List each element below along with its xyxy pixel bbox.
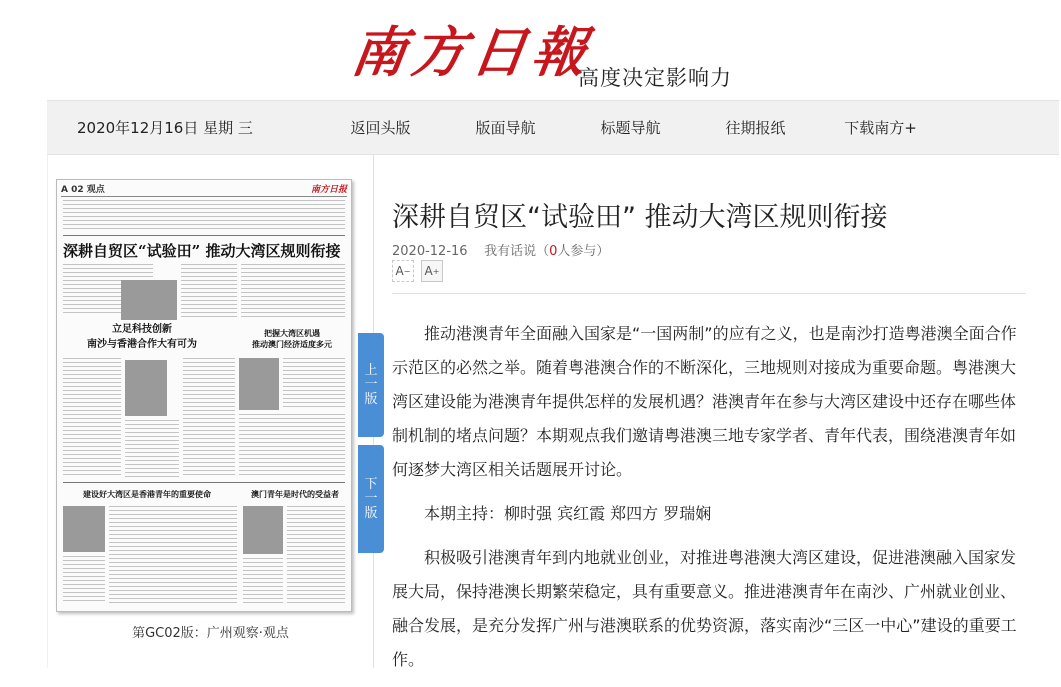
thumbnail-photo bbox=[125, 360, 167, 416]
thumbnail-text-block bbox=[63, 556, 105, 604]
thumbnail-photo bbox=[121, 280, 177, 320]
thumbnail-subhead-bottom-left: 建设好大湾区是香港青年的重要使命 bbox=[83, 489, 211, 499]
nav-back-to-front-page[interactable]: 返回头版 bbox=[350, 119, 411, 137]
participants-prefix: （ bbox=[536, 244, 550, 259]
thumbnail-subhead-right: 把握大湾区机遇 推动澳门经济适度多元 bbox=[252, 328, 332, 349]
thumbnail-divider bbox=[63, 482, 345, 483]
thumbnail-subhead-bottom-right: 澳门青年是时代的受益者 bbox=[251, 489, 339, 499]
thumbnail-text-block bbox=[241, 264, 345, 320]
article-paragraph: 积极吸引港澳青年到内地就业创业，对推进粤港澳大湾区建设，促进港澳融入国家发展大局，保持港澳长期繁荣稳定，具有重要意义。推进港澳青年在南沙、广州就业创业、融合发展，是充分发挥广州与港澳联系的优势资源，落实南沙“三区一中心”建设的重要工作。 bbox=[392, 548, 1017, 669]
font-size-controls bbox=[392, 260, 443, 282]
thumbnail-subhead-left: 立足科技创新 南沙与香港合作大有可为 bbox=[87, 324, 197, 350]
article-paragraph: 推动港澳青年全面融入国家是“一国两制”的应有之义，也是南沙打造粤港澳全面合作示范区的必然之举。随着粤港澳合作的不断深化，三地规则对接成为重要命题。粤港澳大湾区建设能为港澳青年提供怎样的发展机遇？港澳青年在参与大湾区建设中还存在哪些体制机制的堵点问题？本期观点我们邀请粤港澳三地专家学者、青年代表，围绕港澳青年如何逐梦大湾区相关话题展开讨论。 bbox=[392, 324, 1017, 479]
article-body bbox=[392, 317, 1026, 687]
tab-char: 版 bbox=[364, 392, 378, 407]
slogan: 高度决定影响力 bbox=[578, 66, 732, 90]
page-caption-link[interactable]: 第GC02版：广州观察·观点 bbox=[132, 626, 289, 641]
main-content bbox=[47, 155, 1059, 668]
thumbnail-brand: 南方日报 bbox=[310, 185, 347, 195]
title-divider bbox=[392, 293, 1026, 294]
nav-download-app[interactable]: 下载南方+ bbox=[844, 119, 917, 137]
thumbnail-text-block bbox=[287, 506, 345, 604]
increase-font-label: A bbox=[424, 264, 433, 278]
nav-page-navigation[interactable]: 版面导航 bbox=[475, 119, 536, 137]
thumbnail-photo bbox=[63, 506, 105, 552]
article-date: 2020-12-16 bbox=[392, 244, 468, 259]
thumbnail-text-block bbox=[283, 358, 345, 410]
newspaper-logo[interactable]: 南方日報 bbox=[347, 20, 597, 84]
top-nav-bar bbox=[47, 100, 1059, 155]
issue-date: 2020年12月16日 星期 三 bbox=[77, 119, 253, 137]
article-meta bbox=[392, 240, 609, 259]
participants-count: 0 bbox=[549, 244, 558, 259]
tab-char: 一 bbox=[364, 491, 378, 506]
thumbnail-text-block bbox=[63, 200, 345, 230]
page-thumbnail[interactable] bbox=[56, 179, 352, 612]
tab-char: 上 bbox=[364, 363, 378, 378]
thumbnail-photo bbox=[243, 506, 283, 554]
thumbnail-text-block bbox=[239, 414, 345, 478]
thumbnail-text-block bbox=[181, 264, 237, 320]
thumbnail-divider bbox=[63, 235, 345, 236]
participants-suffix: 人参与） bbox=[557, 244, 610, 259]
thumbnail-text-block bbox=[63, 358, 121, 478]
article-paragraph: 本期主持：柳时强 宾红霞 郑四方 罗瑞娴 bbox=[424, 504, 712, 523]
increase-font-button[interactable]: A + bbox=[421, 260, 443, 282]
thumbnail-masthead bbox=[61, 182, 347, 197]
tab-char: 一 bbox=[364, 377, 378, 392]
thumbnail-text-block bbox=[125, 420, 179, 478]
thumbnail-text-block bbox=[243, 558, 283, 604]
article-title: 深耕自贸区“试验田” 推动大湾区规则衔接 bbox=[392, 202, 888, 234]
thumbnail-text-block bbox=[109, 506, 237, 604]
thumbnail-headline: 深耕自贸区“试验田” 推动大湾区规则衔接 bbox=[63, 242, 341, 260]
nav-past-issues[interactable]: 往期报纸 bbox=[725, 119, 786, 137]
tab-char: 版 bbox=[364, 506, 378, 521]
article-panel bbox=[373, 155, 1059, 668]
thumbnail-page-label: A 02 观点 bbox=[61, 185, 105, 195]
thumbnail-text-block bbox=[183, 358, 235, 478]
page-header bbox=[0, 0, 1061, 100]
tab-char: 下 bbox=[364, 477, 378, 492]
decrease-font-button[interactable]: A − bbox=[392, 260, 414, 282]
nav-headline-navigation[interactable]: 标题导航 bbox=[600, 119, 661, 137]
comment-link[interactable]: 我有话说 bbox=[484, 244, 537, 259]
decrease-font-label: A bbox=[395, 264, 404, 278]
page-preview-panel bbox=[47, 155, 374, 668]
thumbnail-photo bbox=[239, 358, 279, 410]
